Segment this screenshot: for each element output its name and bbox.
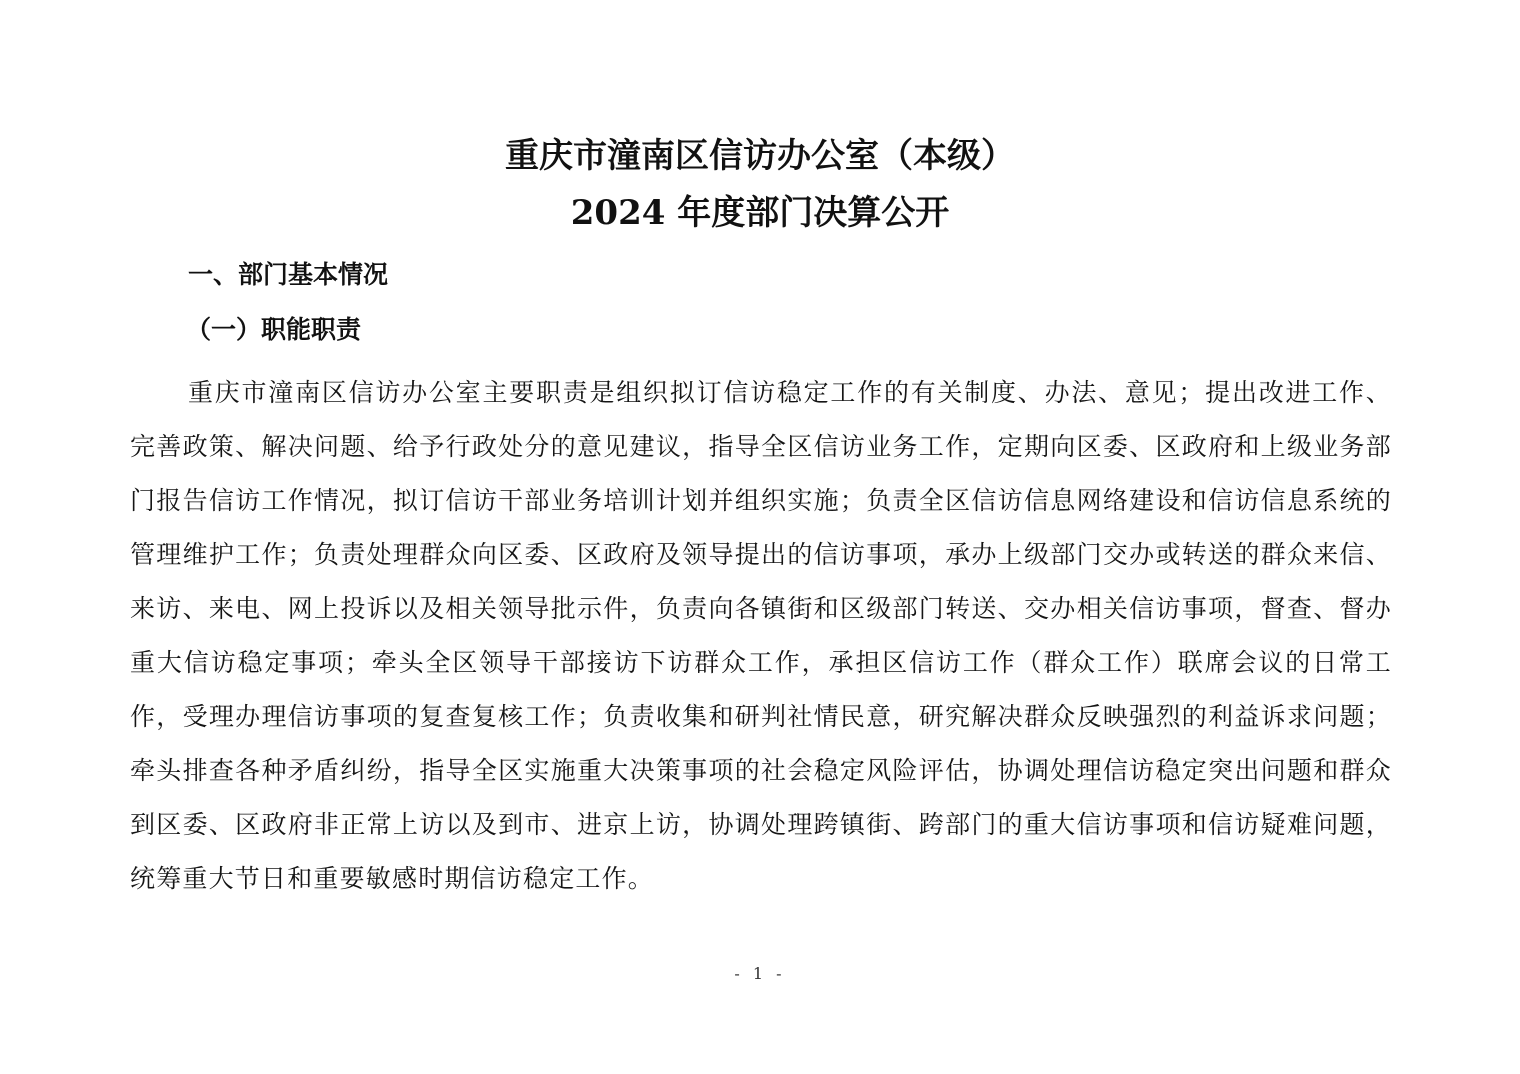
subsection-heading: （一）职能职责 bbox=[186, 315, 362, 344]
section-heading: 一、部门基本情况 bbox=[188, 260, 389, 289]
document-title-line1: 重庆市潼南区信访办公室（本级） bbox=[505, 136, 1015, 176]
page-number: - 1 - bbox=[734, 964, 786, 983]
document-title-line2: 2024 年度部门决算公开 bbox=[570, 193, 950, 233]
body-paragraph: 重庆市潼南区信访办公室主要职责是组织拟订信访稳定工作的有关制度、办法、意见；提出改进工作、完善政策、解决问题、给予行政处分的意见建议，指导全区信访业务工作，定期向区委、区政府和上级业务部门报告信访工作情况，拟订信访干部业务培训计划并组织实施；负责全区信访信息网络建设和信访信息系统的管理维护工作；负责处理群众向区委、区政府及领导提出的信访事项，承办上级部门交办或转送的群众来信、来访、来电、网上投诉以及相关领导批示件，负责向各镇街和区级部门转送、交办相关信访事项，督查、督办重大信访稳定事项；牵头全区领导干部接访下访群众工作，承担区信访工作（群众工作）联席会议的日常工作，受理办理信访事项的复查复核工作；负责收集和研判社情民意，研究解决群众反映强烈的利益诉求问题；牵头排查各种矛盾纠纷，指导全区实施重大决策事项的社会稳定风险评估，协调处理信访稳定突出问题和群众到区委、区政府非正常上访以及到市、进京上访，协调处理跨镇街、跨部门的重大信访事项和信访疑难问题，统筹重大节日和重要敏感时期信访稳定工作。 bbox=[130, 378, 1392, 893]
